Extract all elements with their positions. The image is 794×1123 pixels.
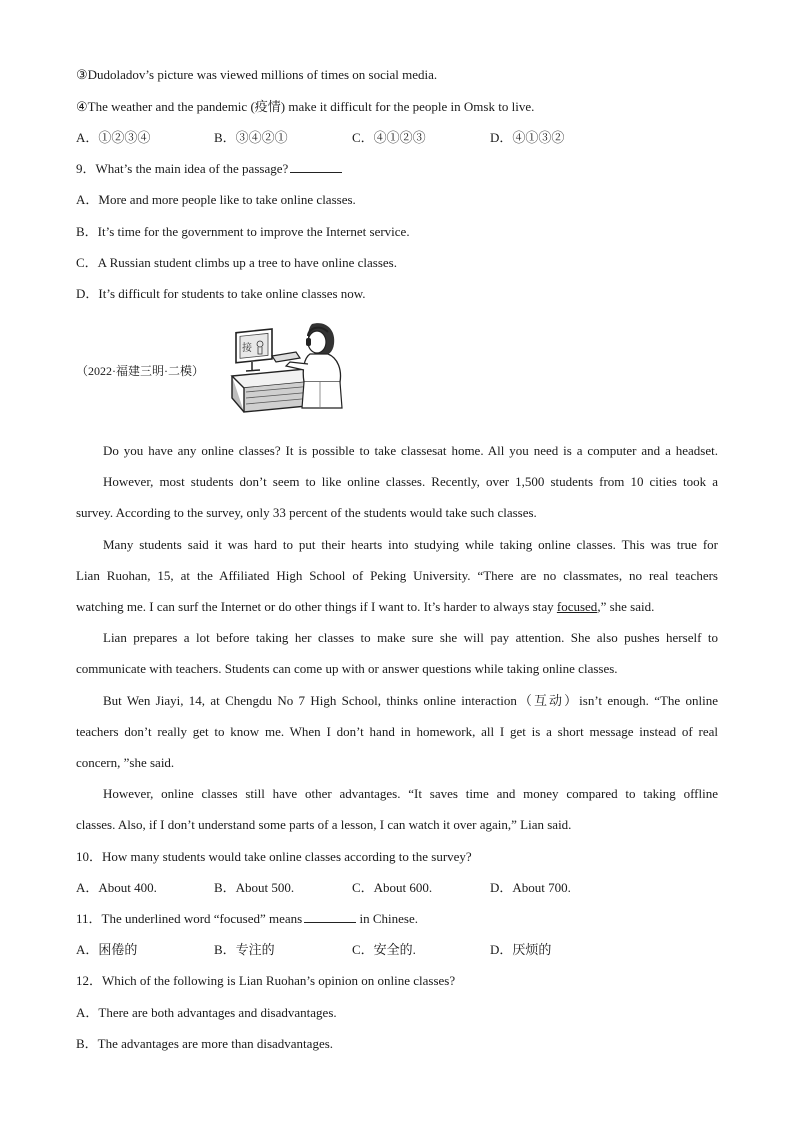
- passage-p5-line2: teachers don’t really get to know me. When I don’t hand in homework, all I get is a short message instead of real: [76, 724, 718, 739]
- q10-stem: 10．How many students would take online classes according to the survey?: [76, 849, 472, 864]
- passage-p6-line1: However, online classes still have other advantages. “It saves time and money compared to taking offline: [103, 786, 718, 801]
- passage-p3-line1: Many students said it was hard to put their hearts into studying while taking online classes. This was true for: [103, 537, 718, 552]
- q11-stem-post: in Chinese.: [359, 911, 418, 926]
- q8-option-d[interactable]: D．④①③②: [490, 130, 565, 145]
- q10-option-a[interactable]: A．About 400.: [76, 880, 157, 895]
- passage-p2-line1: However, most students don’t seem to like online classes. Recently, over 1,500 students from 10 cities took a: [103, 474, 718, 489]
- q9-stem-text: 9．What’s the main idea of the passage?: [76, 161, 289, 176]
- q9-stem: [76, 160, 718, 178]
- q8-statement-4: ④The weather and the pandemic (疫情) make it difficult for the people in Omsk to live.: [76, 99, 535, 114]
- underlined-word-focused: focused: [556, 599, 598, 614]
- answer-blank: [290, 160, 342, 173]
- passage-p4-line2: communicate with teachers. Students can come up with or answer questions while taking online classes.: [76, 661, 618, 676]
- q12-option-a[interactable]: A．There are both advantages and disadvantages.: [76, 1005, 337, 1020]
- passage-p1: Do you have any online classes? It is possible to take classesat home. All you need is a computer and a headset.: [103, 443, 718, 458]
- q10-option-c[interactable]: C．About 600.: [352, 880, 433, 895]
- passage-p4-line1: Lian prepares a lot before taking her classes to make sure she will pay attention. She also pushes herself to: [103, 630, 718, 645]
- passage-p3-line3: [76, 598, 718, 616]
- answer-blank: [304, 910, 356, 923]
- passage-p3-line2: Lian Ruohan, 15, at the Affiliated High School of Peking University. “There are no classmates, no real teachers: [76, 568, 718, 583]
- q10-option-b[interactable]: B．About 500.: [214, 880, 295, 895]
- q8-option-b[interactable]: B．③④②①: [214, 130, 288, 145]
- passage-p6-line2: classes. Also, if I don’t understand some parts of a lesson, I can watch it over again,” Lian said.: [76, 817, 572, 832]
- q11-option-a[interactable]: A．困倦的: [76, 942, 138, 957]
- q11-stem: [76, 910, 718, 928]
- q12-option-b[interactable]: B．The advantages are more than disadvantages.: [76, 1036, 334, 1051]
- q8-option-a[interactable]: A．①②③④: [76, 130, 151, 145]
- passage-p2-line2: survey. According to the survey, only 33 percent of the students would take such classes.: [76, 505, 537, 520]
- q11-option-d[interactable]: D．厌烦的: [490, 942, 552, 957]
- q9-option-b[interactable]: B．It’s time for the government to improve the Internet service.: [76, 224, 410, 239]
- q9-option-d[interactable]: D．It’s difficult for students to take online classes now.: [76, 286, 366, 301]
- screen-text: 接: [242, 343, 252, 354]
- passage-p5-line3: concern, ”she said.: [76, 755, 175, 770]
- q8-statement-3: ③Dudoladov’s picture was viewed millions of times on social media.: [76, 67, 438, 82]
- q11-option-c[interactable]: C．安全的.: [352, 942, 416, 957]
- q10-option-d[interactable]: D．About 700.: [490, 880, 571, 895]
- passage-p5-line1: But Wen Jiayi, 14, at Chengdu No 7 High School, thinks online interaction（互动）isn’t enough. “The online: [103, 693, 718, 708]
- q11-option-b[interactable]: B．专注的: [214, 942, 275, 957]
- q12-stem: 12．Which of the following is Lian Ruohan’s opinion on online classes?: [76, 973, 456, 988]
- q9-option-a[interactable]: A．More and more people like to take online classes.: [76, 192, 356, 207]
- passage-p3-line3-post: ,” she said.: [597, 599, 655, 614]
- q8-option-c[interactable]: C．④①②③: [352, 130, 426, 145]
- student-online-class-illustration: [224, 318, 354, 418]
- q11-stem-pre: 11．The underlined word “focused” means: [76, 911, 303, 926]
- source-tag: （2022·福建三明·二模）: [76, 364, 204, 378]
- passage-p3-line3-pre: watching me. I can surf the Internet or do other things if I want to. It’s harder to always stay: [76, 599, 557, 614]
- q9-option-c[interactable]: C．A Russian student climbs up a tree to have online classes.: [76, 255, 397, 270]
